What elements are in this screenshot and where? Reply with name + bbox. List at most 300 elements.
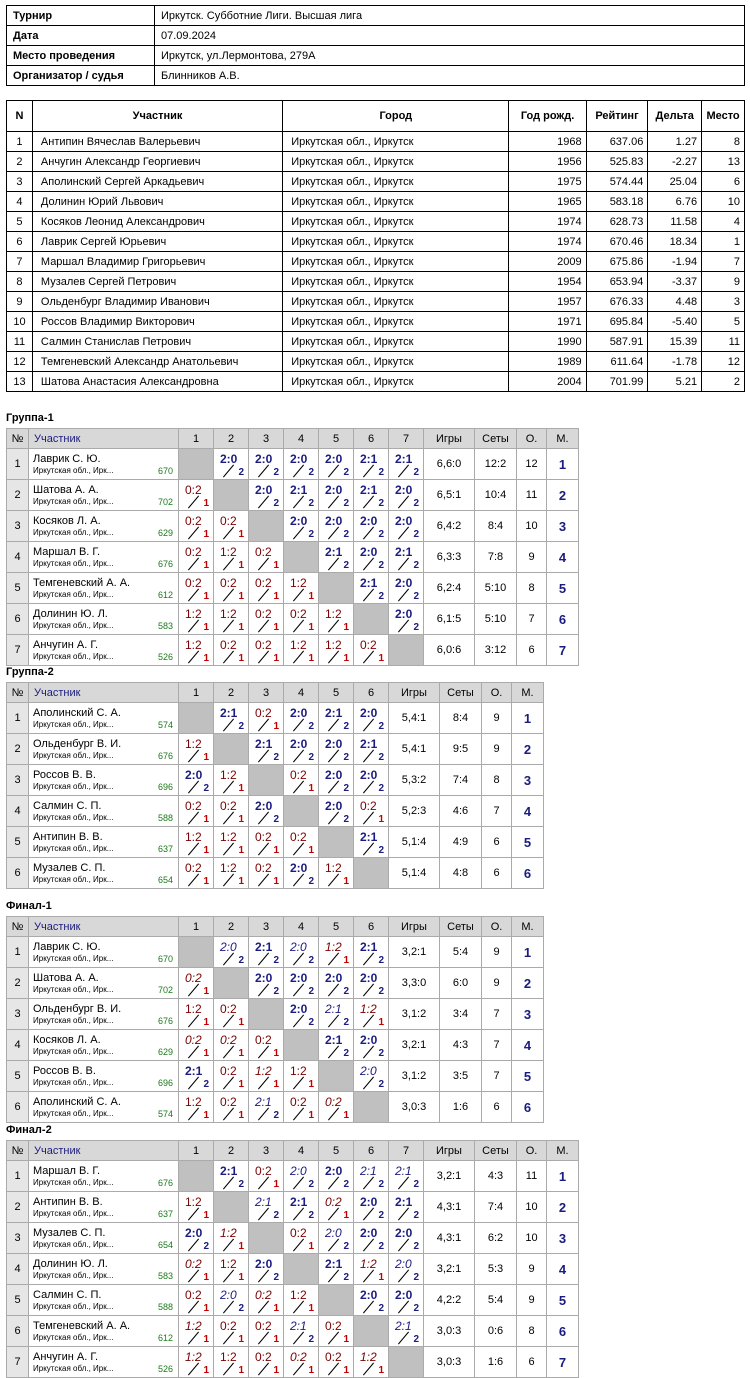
match-cell xyxy=(319,542,354,573)
match-slash xyxy=(188,1015,199,1028)
birth-year: 1957 xyxy=(509,292,586,312)
match-cell xyxy=(354,703,389,734)
match-result xyxy=(214,573,248,603)
diagonal-cell xyxy=(249,511,284,542)
participant-city: Иркутская обл., Ирк... xyxy=(33,558,114,568)
participant-cell xyxy=(29,542,179,573)
match-cell xyxy=(284,1285,319,1316)
header-opponent: 2 xyxy=(214,683,249,703)
participant-city: Иркутская обл., Ирк... xyxy=(33,984,114,994)
match-slash xyxy=(293,1363,304,1376)
match-result xyxy=(179,1092,213,1122)
match-points: 2 xyxy=(308,498,314,509)
match-slash xyxy=(188,1208,199,1221)
points-value: 7 xyxy=(482,1030,512,1061)
rating: 587.91 xyxy=(586,332,648,352)
participant-rating: 654 xyxy=(157,875,173,885)
match-result xyxy=(179,1254,213,1284)
match-cell xyxy=(389,1254,424,1285)
points-value: 8 xyxy=(482,765,512,796)
match-slash xyxy=(223,781,234,794)
match-points: 2 xyxy=(203,1241,209,1252)
sets-value: 3:5 xyxy=(440,1061,482,1092)
match-points: 1 xyxy=(203,1334,209,1345)
match-result xyxy=(284,999,318,1029)
sets-value: 10:4 xyxy=(475,480,517,511)
match-cell xyxy=(249,1061,284,1092)
match-points: 1 xyxy=(203,560,209,571)
match-result xyxy=(284,1192,318,1222)
match-slash xyxy=(363,812,374,825)
participant-name: Ольденбург Владимир Иванович xyxy=(32,292,282,312)
match-points: 1 xyxy=(203,1365,209,1376)
match-cell xyxy=(214,827,249,858)
match-slash xyxy=(188,1301,199,1314)
match-result xyxy=(354,1030,388,1060)
match-cell xyxy=(214,796,249,827)
match-cell xyxy=(214,999,249,1030)
match-score: 2:0 xyxy=(325,514,343,528)
participant-name: Музалев Сергей Петрович xyxy=(32,272,282,292)
match-points: 1 xyxy=(308,591,314,602)
place-cell xyxy=(547,511,579,542)
header-points: О. xyxy=(482,683,512,703)
participant-name: Долинин Ю. Л. xyxy=(33,1257,108,1270)
match-cell xyxy=(319,1347,354,1378)
row-number: 9 xyxy=(7,292,33,312)
match-points: 1 xyxy=(238,1110,244,1121)
match-score: 2:0 xyxy=(360,1226,378,1240)
match-slash xyxy=(398,620,409,633)
participant-city: Иркутская обл., Ирк... xyxy=(33,527,114,537)
match-points: 2 xyxy=(343,560,349,571)
match-cell xyxy=(214,937,249,968)
place-cell xyxy=(512,1061,544,1092)
match-score: 2:0 xyxy=(325,452,343,466)
participant-cell xyxy=(29,1285,179,1316)
match-result xyxy=(319,1347,353,1377)
match-cell xyxy=(284,827,319,858)
match-points: 2 xyxy=(343,721,349,732)
points-value: 7 xyxy=(517,604,547,635)
match-cell xyxy=(249,635,284,666)
match-result xyxy=(389,480,423,510)
match-slash xyxy=(328,1015,339,1028)
info-value: Иркутск. Субботние Лиги. Высшая лига xyxy=(155,6,745,26)
header-sets: Сеты xyxy=(440,917,482,937)
participant-city: Иркутская обл., Ирк... xyxy=(33,1046,114,1056)
match-points: 2 xyxy=(308,1210,314,1221)
match-score: 2:0 xyxy=(220,940,237,954)
match-points: 1 xyxy=(308,1110,314,1121)
participant-city: Иркутская обл., Ирк... xyxy=(33,1077,114,1087)
points-value: 9 xyxy=(482,703,512,734)
place-cell xyxy=(512,999,544,1030)
match-slash xyxy=(398,1270,409,1283)
match-result xyxy=(284,1161,318,1191)
match-slash xyxy=(258,1208,269,1221)
match-result xyxy=(179,635,213,665)
match-points: 1 xyxy=(238,845,244,856)
match-points: 2 xyxy=(378,955,384,966)
match-slash xyxy=(328,874,339,887)
header-opponent: 1 xyxy=(179,429,214,449)
match-cell xyxy=(319,937,354,968)
match-result xyxy=(319,1316,353,1346)
sets-value: 4:3 xyxy=(440,1030,482,1061)
match-score: 2:0 xyxy=(360,1064,377,1078)
row-number: 3 xyxy=(7,999,29,1030)
match-result xyxy=(284,1092,318,1122)
row-number: 2 xyxy=(7,968,29,999)
sets-value: 7:4 xyxy=(440,765,482,796)
match-points: 1 xyxy=(273,1365,279,1376)
points-value: 6 xyxy=(482,858,512,889)
match-slash xyxy=(188,750,199,763)
diagonal-cell xyxy=(319,1061,354,1092)
match-cell xyxy=(354,937,389,968)
match-result xyxy=(179,604,213,634)
participant-name: Шатова А. А. xyxy=(33,971,99,984)
match-score: 2:0 xyxy=(360,971,378,985)
match-slash xyxy=(188,874,199,887)
points-value: 6 xyxy=(517,635,547,666)
diagonal-cell xyxy=(179,449,214,480)
match-cell xyxy=(249,1192,284,1223)
match-points: 2 xyxy=(413,1272,419,1283)
match-points: 2 xyxy=(308,721,314,732)
match-cell xyxy=(284,1223,319,1254)
match-cell xyxy=(389,573,424,604)
participant-name: Ольденбург В. И. xyxy=(33,737,122,750)
match-cell xyxy=(179,1092,214,1123)
match-slash xyxy=(328,558,339,571)
match-score: 1:2 xyxy=(220,830,237,844)
match-points: 2 xyxy=(378,1048,384,1059)
table-row xyxy=(7,796,544,827)
match-score: 2:1 xyxy=(395,1195,413,1209)
match-score: 0:2 xyxy=(220,1064,237,1078)
match-result xyxy=(354,1161,388,1191)
match-score: 0:2 xyxy=(220,1095,237,1109)
match-points: 1 xyxy=(343,1110,349,1121)
diagonal-cell xyxy=(284,1030,319,1061)
table-row xyxy=(7,449,579,480)
match-points: 2 xyxy=(378,498,384,509)
match-points: 2 xyxy=(273,498,279,509)
match-cell xyxy=(214,858,249,889)
match-result xyxy=(214,1254,248,1284)
match-cell xyxy=(214,703,249,734)
match-score: 2:0 xyxy=(395,1257,412,1271)
match-slash xyxy=(293,1239,304,1252)
match-slash xyxy=(188,781,199,794)
birth-year: 1974 xyxy=(509,212,586,232)
match-slash xyxy=(258,750,269,763)
match-score: 1:2 xyxy=(325,940,342,954)
rating: 676.33 xyxy=(586,292,648,312)
match-score: 0:2 xyxy=(220,638,237,652)
place: 10 xyxy=(702,192,745,212)
match-score: 2:1 xyxy=(185,1064,203,1078)
participant-rating: 696 xyxy=(157,1078,173,1088)
match-result xyxy=(319,1030,353,1060)
match-points: 1 xyxy=(308,622,314,633)
match-score: 1:2 xyxy=(360,1350,377,1364)
match-points: 2 xyxy=(413,1210,419,1221)
match-score: 0:2 xyxy=(255,1164,272,1178)
info-row xyxy=(7,6,745,26)
match-slash xyxy=(398,1177,409,1190)
table-row xyxy=(7,152,745,172)
header-num: № xyxy=(7,917,29,937)
match-slash xyxy=(188,1108,199,1121)
match-score: 0:2 xyxy=(220,1002,237,1016)
match-result xyxy=(249,937,283,967)
participant-rating: 629 xyxy=(157,528,173,538)
place-value: 2 xyxy=(523,741,532,757)
place-cell xyxy=(512,734,544,765)
match-result xyxy=(249,796,283,826)
match-score: 2:0 xyxy=(255,452,273,466)
participant-name: Долинин Ю. Л. xyxy=(33,607,108,620)
match-points: 1 xyxy=(378,814,384,825)
participant-rating: 629 xyxy=(157,1047,173,1057)
match-score: 0:2 xyxy=(185,1257,202,1271)
match-slash xyxy=(258,1108,269,1121)
match-result xyxy=(179,1192,213,1222)
match-score: 2:1 xyxy=(360,452,378,466)
match-cell xyxy=(389,1285,424,1316)
match-score: 2:0 xyxy=(360,706,378,720)
sets-value: 9:5 xyxy=(440,734,482,765)
table-row xyxy=(7,372,745,392)
participant-name: Россов Владимир Викторович xyxy=(32,312,282,332)
match-score: 0:2 xyxy=(185,799,202,813)
match-points: 1 xyxy=(273,622,279,633)
match-slash xyxy=(328,620,339,633)
match-cell xyxy=(249,937,284,968)
match-result xyxy=(179,1030,213,1060)
header-opponent: 1 xyxy=(179,1141,214,1161)
place-cell xyxy=(547,1347,579,1378)
match-cell xyxy=(179,999,214,1030)
main-header: Год рожд. xyxy=(509,101,586,132)
match-cell xyxy=(214,1223,249,1254)
match-points: 2 xyxy=(378,783,384,794)
match-slash xyxy=(188,558,199,571)
participant-name: Салмин Станислав Петрович xyxy=(32,332,282,352)
match-slash xyxy=(398,527,409,540)
match-cell xyxy=(389,480,424,511)
match-score: 0:2 xyxy=(255,1288,272,1302)
match-slash xyxy=(188,843,199,856)
match-result xyxy=(179,573,213,603)
participant-city: Иркутская обл., Ирк... xyxy=(33,812,114,822)
match-result xyxy=(354,573,388,603)
match-slash xyxy=(258,984,269,997)
participant-name: Антипин В. В. xyxy=(33,830,103,843)
match-result xyxy=(354,765,388,795)
match-slash xyxy=(328,496,339,509)
match-result xyxy=(284,734,318,764)
match-result xyxy=(354,937,388,967)
match-points: 2 xyxy=(308,1334,314,1345)
place-cell xyxy=(547,1192,579,1223)
table-row xyxy=(7,858,544,889)
header-place: М. xyxy=(512,683,544,703)
match-cell xyxy=(214,1092,249,1123)
match-cell xyxy=(249,1030,284,1061)
participant-city: Иркутская обл., Ирк... xyxy=(33,843,114,853)
match-cell xyxy=(319,858,354,889)
match-slash xyxy=(328,1363,339,1376)
match-cell xyxy=(354,1161,389,1192)
match-cell xyxy=(284,703,319,734)
match-slash xyxy=(363,558,374,571)
match-points: 2 xyxy=(308,1179,314,1190)
participant-city: Иркутская обл., Иркутск xyxy=(283,312,509,332)
participant-rating: 637 xyxy=(157,844,173,854)
row-number: 2 xyxy=(7,480,29,511)
match-points: 2 xyxy=(378,467,384,478)
match-result xyxy=(214,542,248,572)
match-score: 2:0 xyxy=(255,483,273,497)
delta: 15.39 xyxy=(648,332,702,352)
match-score: 2:0 xyxy=(325,483,343,497)
match-points: 1 xyxy=(203,752,209,763)
match-points: 1 xyxy=(203,986,209,997)
participant-rating: 696 xyxy=(157,782,173,792)
participant-city: Иркутская обл., Ирк... xyxy=(33,1239,114,1249)
games-value: 5,3:2 xyxy=(389,765,440,796)
participant-name: Темгеневский Александр Анатольевич xyxy=(32,352,282,372)
match-result xyxy=(214,999,248,1029)
diagonal-cell xyxy=(249,765,284,796)
match-points: 2 xyxy=(273,1272,279,1283)
match-points: 2 xyxy=(378,1210,384,1221)
match-result xyxy=(319,703,353,733)
match-slash xyxy=(258,843,269,856)
match-result xyxy=(284,480,318,510)
match-score: 0:2 xyxy=(290,1095,307,1109)
match-points: 2 xyxy=(378,529,384,540)
table-row xyxy=(7,937,544,968)
match-score: 0:2 xyxy=(255,638,272,652)
match-points: 1 xyxy=(308,1241,314,1252)
match-points: 2 xyxy=(378,986,384,997)
match-score: 2:0 xyxy=(255,971,273,985)
group-table xyxy=(6,428,579,666)
match-slash xyxy=(363,496,374,509)
participant-rating: 583 xyxy=(157,621,173,631)
games-value: 3,0:3 xyxy=(389,1092,440,1123)
match-points: 2 xyxy=(343,1179,349,1190)
birth-year: 1975 xyxy=(509,172,586,192)
row-number: 1 xyxy=(7,449,29,480)
match-score: 2:0 xyxy=(220,1288,237,1302)
match-result xyxy=(214,635,248,665)
participant-cell xyxy=(29,573,179,604)
match-result xyxy=(179,968,213,998)
match-slash xyxy=(398,1301,409,1314)
match-result xyxy=(284,1285,318,1315)
sets-value: 4:3 xyxy=(475,1161,517,1192)
match-points: 2 xyxy=(273,1110,279,1121)
match-cell xyxy=(249,542,284,573)
match-result xyxy=(214,604,248,634)
games-value: 3,0:3 xyxy=(424,1316,475,1347)
match-cell xyxy=(179,1192,214,1223)
match-score: 2:1 xyxy=(325,545,343,559)
place-cell xyxy=(547,480,579,511)
games-value: 3,3:0 xyxy=(389,968,440,999)
match-points: 2 xyxy=(378,1241,384,1252)
match-result xyxy=(354,1223,388,1253)
participant-name: Аполинский С. А. xyxy=(33,706,121,719)
birth-year: 1954 xyxy=(509,272,586,292)
row-number: 5 xyxy=(7,1061,29,1092)
match-result xyxy=(214,765,248,795)
match-slash xyxy=(188,1239,199,1252)
match-slash xyxy=(328,750,339,763)
points-value: 10 xyxy=(517,1192,547,1223)
place-value: 3 xyxy=(523,1006,532,1022)
participant-city: Иркутская обл., Иркутск xyxy=(283,232,509,252)
match-result xyxy=(284,449,318,479)
participant-name: Россов В. В. xyxy=(33,1064,96,1077)
match-result xyxy=(249,449,283,479)
table-row xyxy=(7,252,745,272)
match-points: 1 xyxy=(343,1365,349,1376)
match-points: 2 xyxy=(413,622,419,633)
match-points: 1 xyxy=(203,1048,209,1059)
match-slash xyxy=(258,719,269,732)
match-slash xyxy=(328,1046,339,1059)
match-slash xyxy=(293,1015,304,1028)
participant-rating: 583 xyxy=(157,1271,173,1281)
match-slash xyxy=(363,750,374,763)
match-result xyxy=(179,511,213,541)
match-slash xyxy=(328,1177,339,1190)
match-slash xyxy=(293,1177,304,1190)
match-result xyxy=(284,765,318,795)
match-slash xyxy=(363,953,374,966)
sets-value: 5:10 xyxy=(475,573,517,604)
header-opponent: 5 xyxy=(319,1141,354,1161)
row-number: 1 xyxy=(7,937,29,968)
row-number: 2 xyxy=(7,1192,29,1223)
match-score: 0:2 xyxy=(185,971,202,985)
delta: 6.76 xyxy=(648,192,702,212)
place-value: 3 xyxy=(523,772,532,788)
points-value: 8 xyxy=(517,573,547,604)
main-header: Участник xyxy=(32,101,282,132)
match-score: 1:2 xyxy=(360,1257,377,1271)
place-value: 1 xyxy=(558,456,567,472)
match-result xyxy=(214,1161,248,1191)
table-row xyxy=(7,968,544,999)
row-number: 4 xyxy=(7,1030,29,1061)
match-result xyxy=(214,937,248,967)
match-slash xyxy=(328,719,339,732)
group-table xyxy=(6,682,544,889)
header-opponent: 5 xyxy=(319,917,354,937)
match-cell xyxy=(214,1254,249,1285)
match-points: 1 xyxy=(203,529,209,540)
match-points: 1 xyxy=(273,653,279,664)
match-score: 1:2 xyxy=(185,737,202,751)
